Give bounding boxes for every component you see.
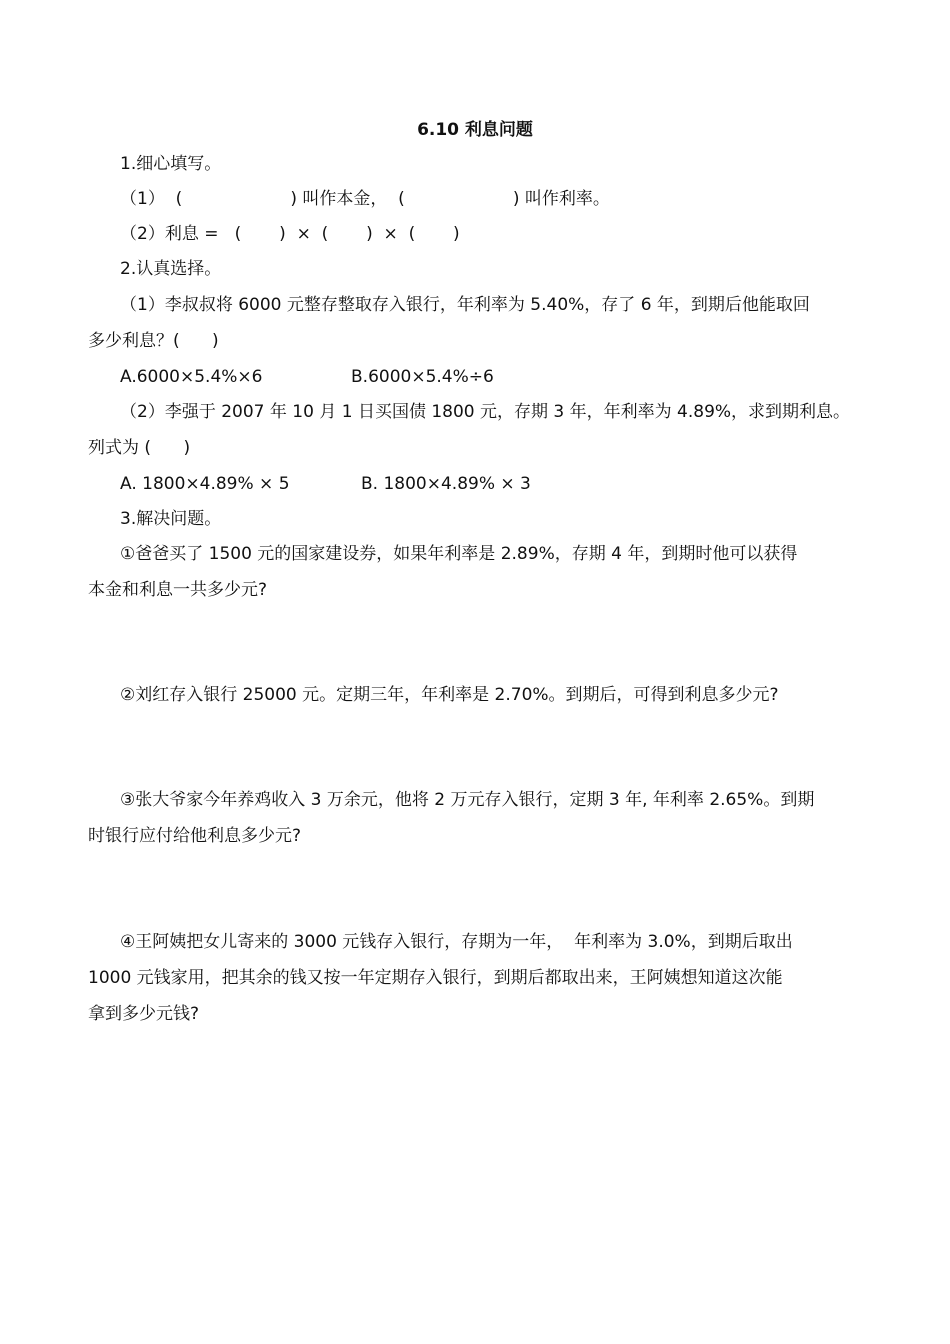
choice-question-2-line2: 列式为 ( ) — [88, 438, 191, 458]
fill-question-1: （1） ( ) 叫作本金， ( ) 叫作利率。 — [120, 189, 610, 209]
problem-4-line3: 拿到多少元钱? — [88, 1004, 200, 1024]
section1-heading: 1.细心填写。 — [120, 154, 222, 174]
choice-question-1-line1: （1）李叔叔将 6000 元整存整取存入银行，年利率为 5.40%，存了 6 年，到期后他能取回 — [120, 295, 810, 315]
problem-3-line2: 时银行应付给他利息多少元? — [88, 826, 302, 846]
choice-question-2-option-a: A. 1800×4.89% × 5 — [120, 474, 290, 494]
section3-heading: 3.解决问题。 — [120, 509, 222, 529]
problem-4-line1: ④王阿姨把女儿寄来的 3000 元钱存入银行，存期为一年， 年利率为 3.0%，到期后取出 — [120, 932, 793, 952]
page-title: 6.10 利息问题 — [417, 120, 533, 140]
section2-heading: 2.认真选择。 — [120, 259, 222, 279]
fill-question-2: （2）利息 = ( ) × ( ) × ( ) — [120, 224, 460, 244]
choice-question-2-line1: （2）李强于 2007 年 10 月 1 日买国债 1800 元，存期 3 年，年利率为 4.89%，求到期利息。 — [120, 402, 851, 422]
choice-question-1-option-b: B.6000×5.4%÷6 — [351, 367, 494, 387]
problem-2-line1: ②刘红存入银行 25000 元。定期三年，年利率是 2.70%。到期后，可得到利息多少元? — [120, 685, 779, 705]
choice-question-2-option-b: B. 1800×4.89% × 3 — [361, 474, 531, 494]
problem-1-line1: ①爸爸买了 1500 元的国家建设券，如果年利率是 2.89%，存期 4 年，到期时他可以获得 — [120, 544, 798, 564]
choice-question-1-option-a: A.6000×5.4%×6 — [120, 367, 263, 387]
problem-1-line2: 本金和利息一共多少元? — [88, 580, 268, 600]
problem-3-line1: ③张大爷家今年养鸡收入 3 万余元，他将 2 万元存入银行，定期 3 年, 年利率 2.65%。到期 — [120, 790, 815, 810]
choice-question-1-line2: 多少利息？( ) — [88, 331, 219, 351]
problem-4-line2: 1000 元钱家用，把其余的钱又按一年定期存入银行，到期后都取出来，王阿姨想知道这次能 — [88, 968, 783, 988]
